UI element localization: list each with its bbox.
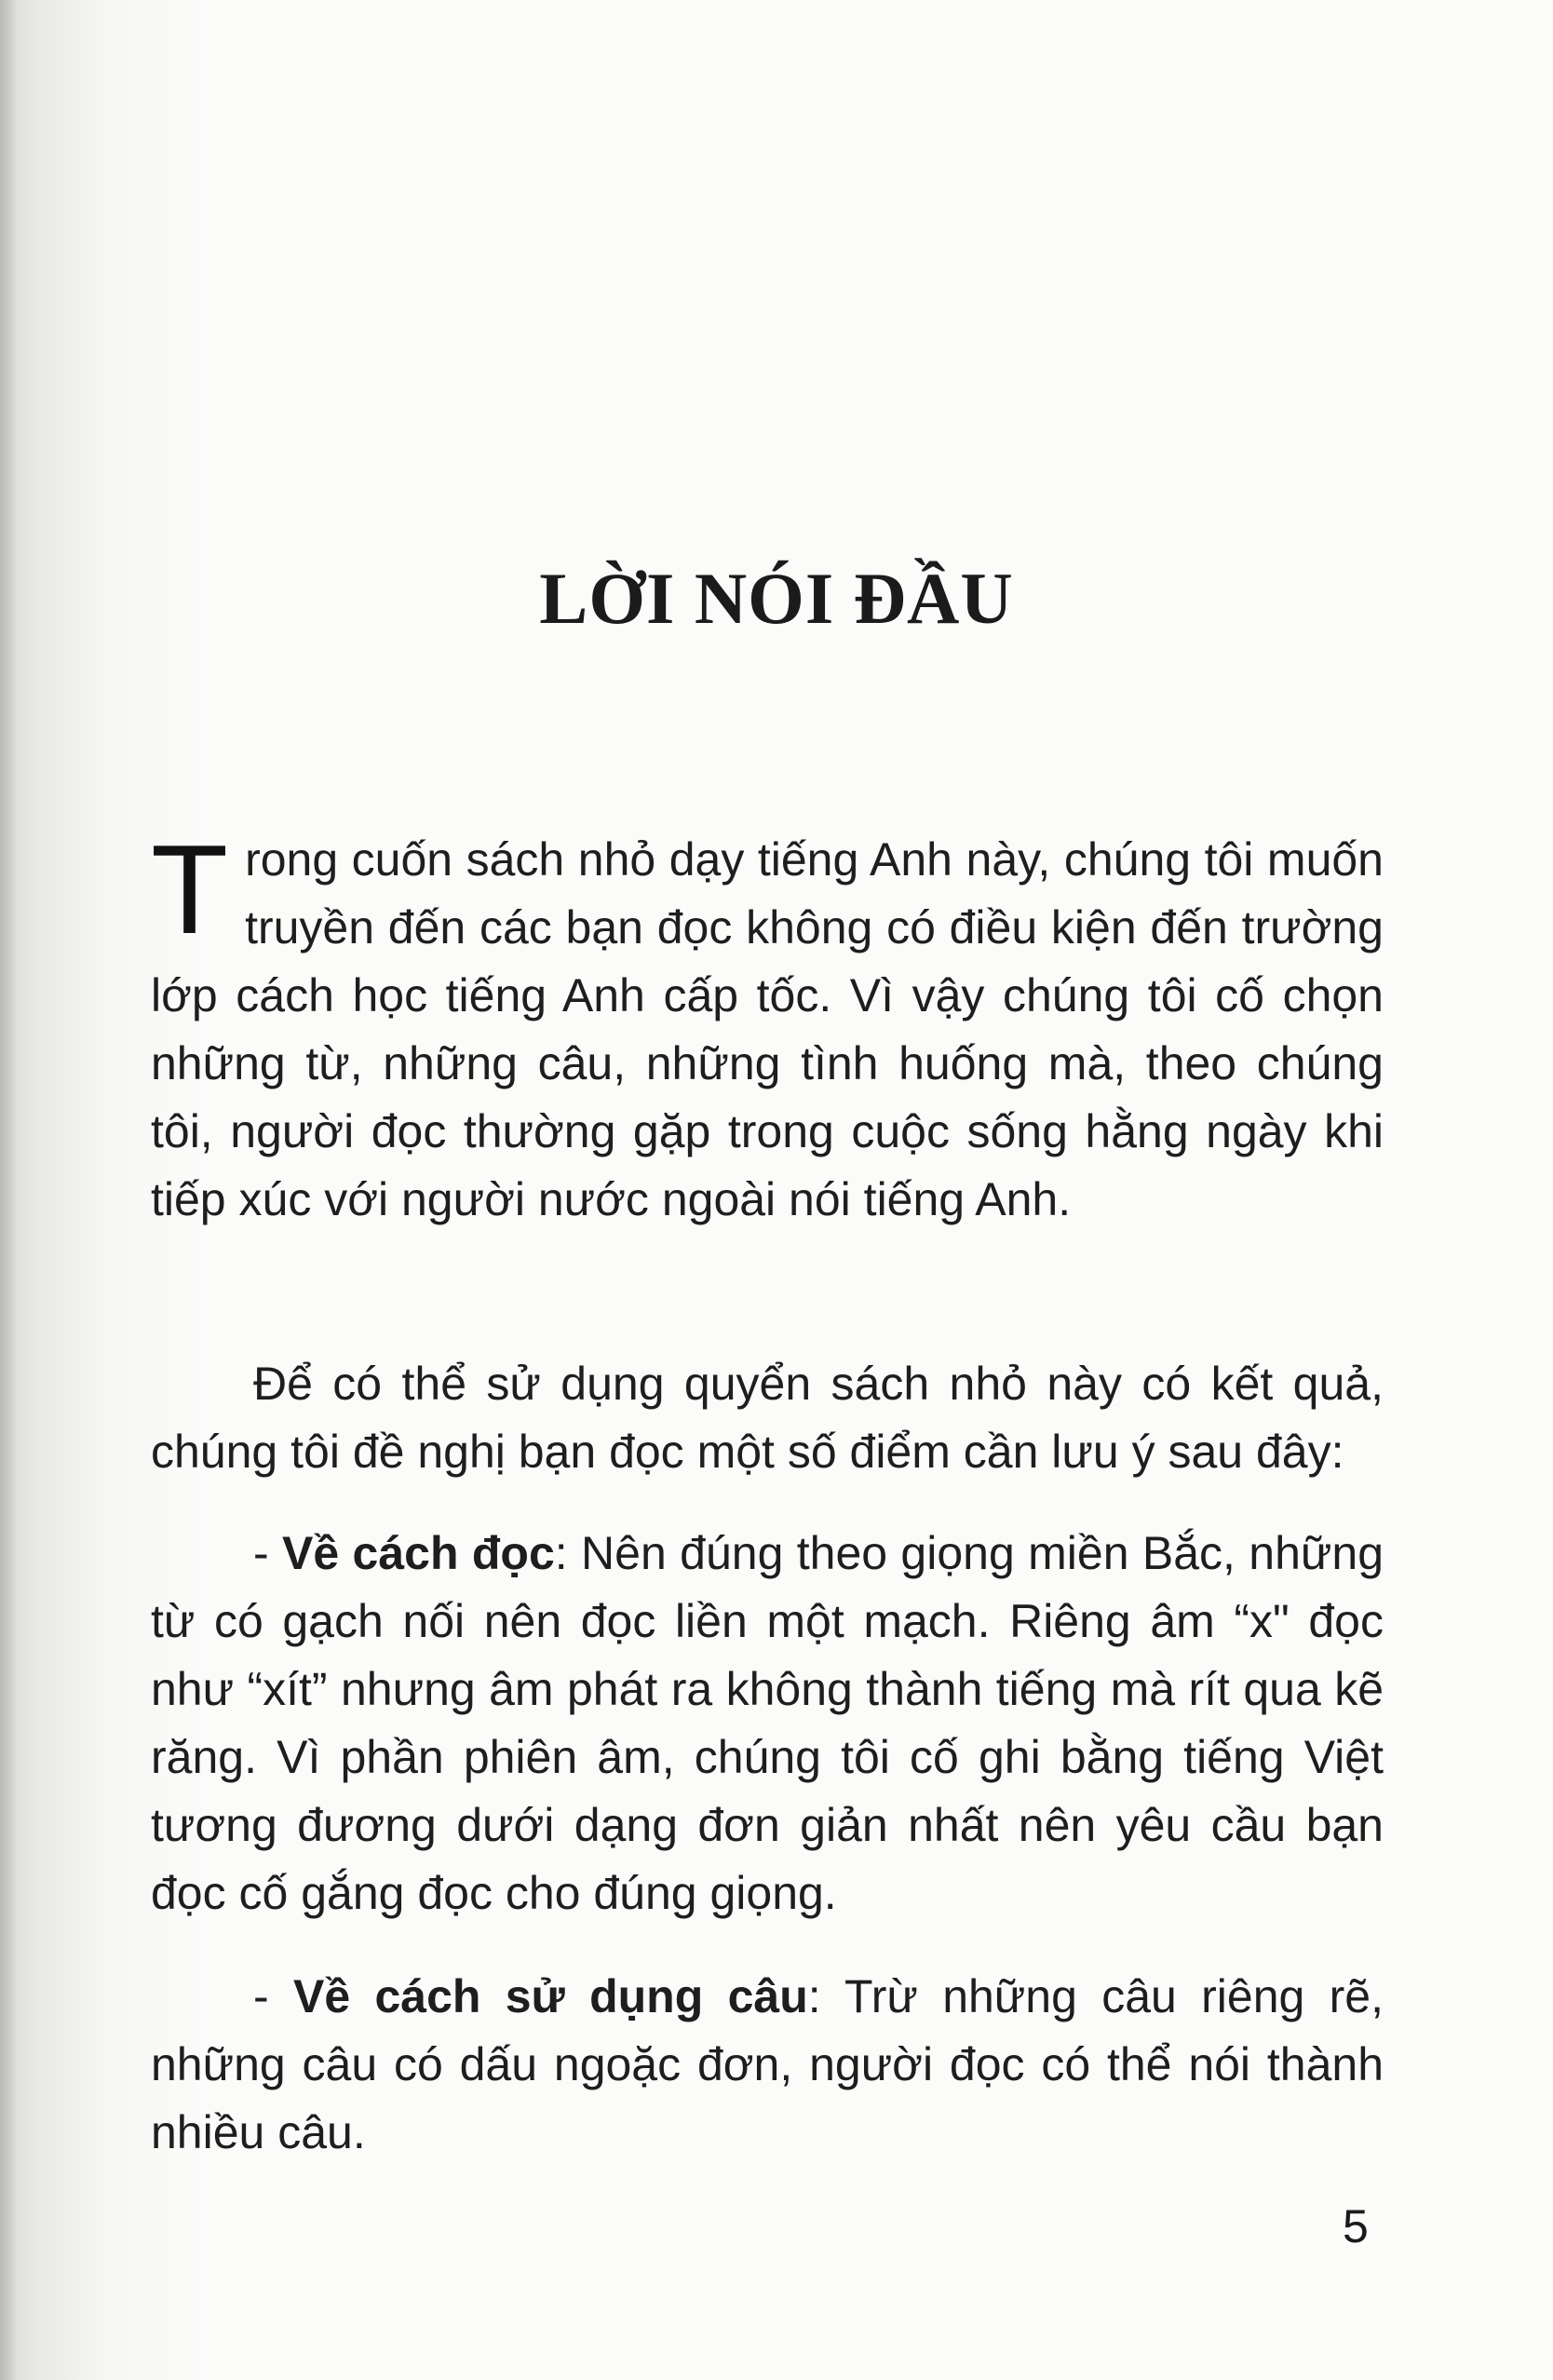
pronunciation-text: : Nên đúng theo giọng miền Bắc, những từ có gạch nối nên đọc liền một mạch. Riêng âm “x" đọc như “xít” nhưng âm phát ra không thành tiếng mà rít qua kẽ răng. Vì phần phiên âm, chúng tôi cố ghi bằng tiếng Việt tương đương dưới dạng đơn giản nhất nên yêu cầu bạn đọc cố gắng đọc cho đúng giọng. — [151, 1527, 1384, 1919]
paragraph-lead: - — [253, 1527, 283, 1579]
paragraph-pronunciation — [151, 1520, 1384, 1927]
drop-cap: T — [151, 818, 229, 960]
intro-paragraph — [151, 818, 1384, 1234]
sentence-usage-heading: Về cách sử dụng câu — [292, 1970, 808, 2022]
page-number: 5 — [1343, 2200, 1369, 2252]
pronunciation-heading: Về cách đọc — [282, 1527, 555, 1579]
paragraph-lead: - — [253, 1970, 293, 2022]
page-title: LỜI NÓI ĐẦU — [539, 558, 1014, 639]
paragraph-usage-intro: Để có thể sử dụng quyển sách nhỏ này có kết quả, chúng tôi đề nghị bạn đọc một số điểm cần lưu ý sau đây: — [151, 1358, 1384, 1478]
paragraph-sentence-usage — [151, 1963, 1384, 2167]
spine-shadow — [0, 0, 17, 2380]
intro-text: rong cuốn sách nhỏ dạy tiếng Anh này, chúng tôi muốn truyền đến các bạn đọc không có điều kiện đến trường lớp cách học tiếng Anh cấp tốc. Vì vậy chúng tôi cố chọn những từ, những câu, những tình huống mà, theo chúng tôi, người đọc thường gặp trong cuộc sống hằng ngày khi tiếp xúc với người nước ngoài nói tiếng Anh. — [151, 833, 1384, 1225]
sentence-usage-text: : Trừ những câu riêng rẽ, những câu có dấu ngoặc đơn, người đọc có thể nói thành nhiều câu. — [151, 1970, 1384, 2158]
